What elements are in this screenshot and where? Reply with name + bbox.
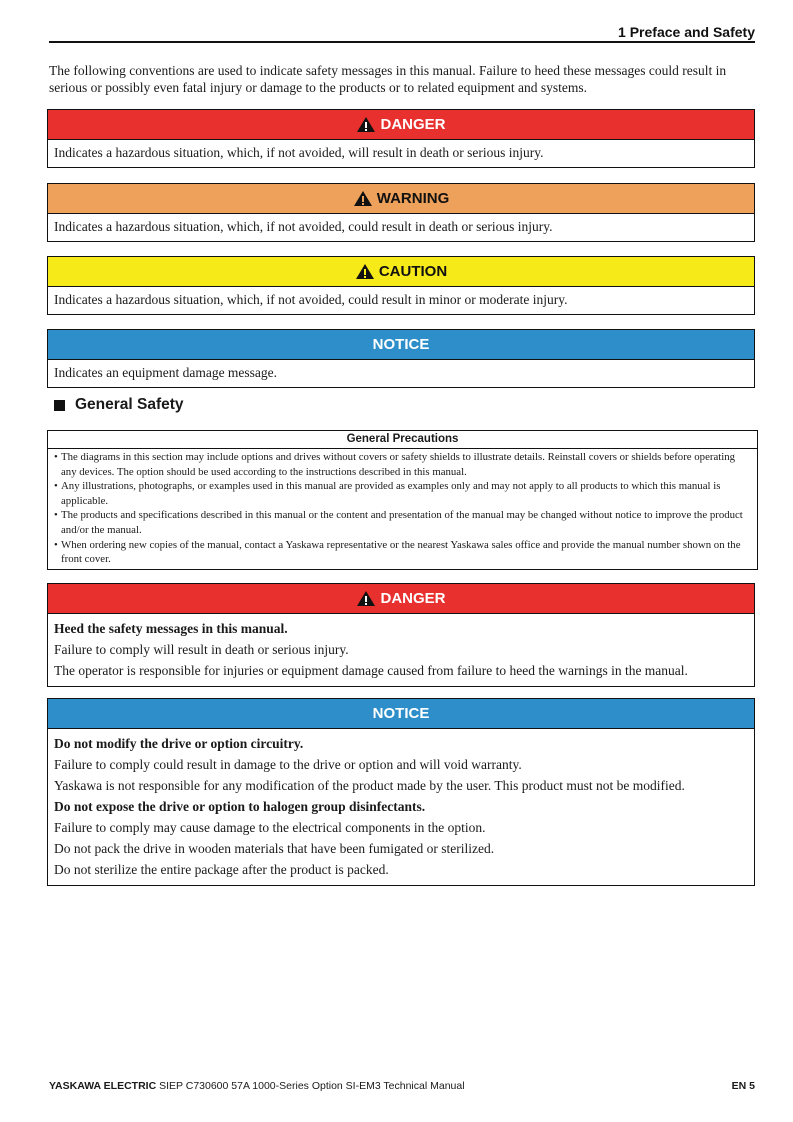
footer-brand: YASKAWA ELECTRIC (49, 1080, 157, 1092)
notice-message-line: Do not sterilize the entire package after the product is packed. (54, 862, 389, 877)
warning-triangle-icon (356, 590, 376, 607)
danger-definition: Indicates a hazardous situation, which, if not avoided, will result in death or serious injury. (54, 145, 544, 160)
notice-message-line: Failure to comply could result in damage to the drive or option and will void warranty. (54, 757, 522, 772)
notice-message-line: Failure to comply may cause damage to the electrical components in the option. (54, 820, 486, 835)
notice-message-heading: Do not expose the drive or option to halogen group disinfectants. (54, 799, 426, 814)
footer-doc-number: SIEP C730600 57A 1000-Series Option SI-EM3 Technical Manual (159, 1080, 465, 1092)
notice-label: NOTICE (372, 336, 430, 353)
warning-header (48, 184, 754, 214)
notice-message-header (48, 699, 754, 729)
notice-message-line: Yaskawa is not responsible for any modification of the product made by the user. This product must not be modified. (54, 778, 685, 793)
warning-label: WARNING (376, 190, 450, 207)
notice-definition: Indicates an equipment damage message. (54, 365, 278, 380)
danger-message-label: DANGER (380, 590, 446, 607)
page-number: EN 5 (731, 1080, 755, 1092)
caution-convention-box (47, 256, 755, 315)
warning-triangle-icon (355, 263, 375, 280)
notice-header (48, 330, 754, 360)
warning-triangle-icon (356, 116, 376, 133)
danger-message-body (48, 614, 754, 686)
list-item: • The products and specifications described in this manual or the content and presentation of the manual may be changed without notice to improve the product and/or the manual. (52, 508, 753, 537)
notice-message-body (48, 729, 754, 885)
danger-message-header (48, 584, 754, 614)
danger-message-box (47, 583, 755, 687)
notice-message-heading: Do not modify the drive or option circuitry. (54, 736, 304, 751)
general-precautions-box (47, 430, 758, 570)
warning-definition: Indicates a hazardous situation, which, if not avoided, could result in death or serious injury. (54, 219, 553, 234)
list-item: • The diagrams in this section may include options and drives without covers or safety shields to illustrate details. Reinstall covers or shields before operating any devices. The option should be used according to the instructions described in this manual. (52, 450, 753, 479)
danger-message-line: Failure to comply will result in death or serious injury. (54, 642, 349, 657)
notice-message-line: Do not pack the drive in wooden materials that have been fumigated or sterilized. (54, 841, 495, 856)
general-precautions-title: General Precautions (48, 431, 757, 449)
header-divider (49, 41, 755, 43)
footer-doc-info (49, 1080, 465, 1092)
caution-definition: Indicates a hazardous situation, which, if not avoided, could result in minor or moderate injury. (54, 292, 568, 307)
notice-message-label: NOTICE (372, 705, 430, 722)
notice-message-box (47, 698, 755, 886)
general-safety-title: General Safety (75, 396, 184, 413)
general-precautions-list (48, 449, 757, 569)
list-item: • When ordering new copies of the manual, contact a Yaskawa representative or the nearest Yaskawa sales office and provide the manual number shown on the front cover. (52, 538, 753, 567)
section-title: 1 Preface and Safety (618, 24, 755, 40)
general-safety-heading (54, 396, 184, 414)
intro-paragraph: The following conventions are used to indicate safety messages in this manual. Failure to heed these messages could result in serious or possibly even fatal injury or damage to the products or to related equipment and systems. (49, 63, 727, 95)
caution-label: CAUTION (378, 263, 448, 280)
danger-label: DANGER (380, 116, 446, 133)
danger-header (48, 110, 754, 140)
list-item: • Any illustrations, photographs, or examples used in this manual are provided as examples only and may not apply to all products to which this manual is applicable. (52, 479, 753, 508)
warning-convention-box (47, 183, 755, 242)
square-bullet-icon (54, 400, 65, 411)
danger-message-heading: Heed the safety messages in this manual. (54, 621, 288, 636)
warning-triangle-icon (353, 190, 373, 207)
danger-message-line: The operator is responsible for injuries or equipment damage caused from failure to heed the warnings in the manual. (54, 663, 688, 678)
danger-convention-box (47, 109, 755, 168)
notice-convention-box (47, 329, 755, 388)
caution-header (48, 257, 754, 287)
